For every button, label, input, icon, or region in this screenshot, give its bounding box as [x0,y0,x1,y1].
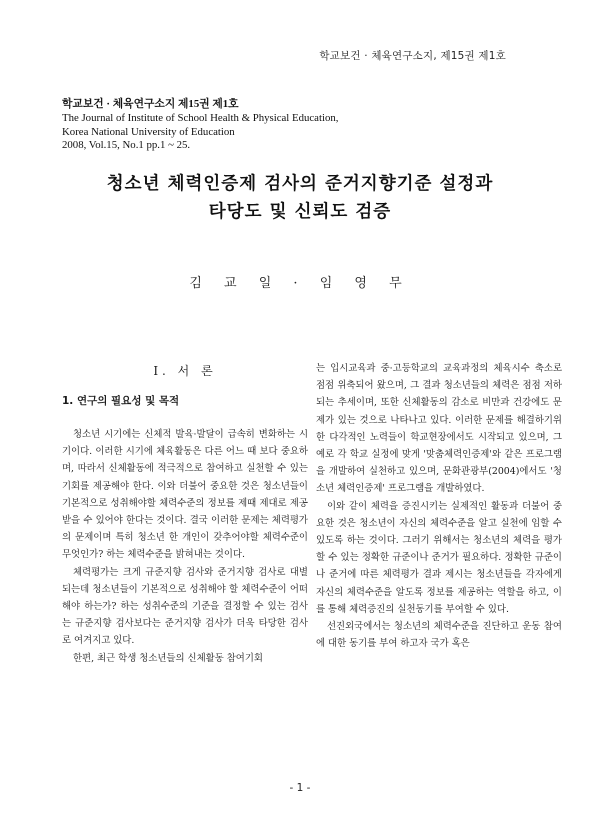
page-number: - 1 - [289,782,311,794]
subsection-title-need-and-purpose: 1. 연구의 필요성 및 목적 [62,395,180,407]
journal-citation [62,98,338,153]
citation-line-university: Korea National University of Education [62,125,235,138]
citation-line-journal-korean: 학교보건 · 체육연구소지 제15권 제1호 [62,98,239,110]
body-paragraph: 체력평가는 크게 규준지향 검사와 준거지향 검사로 대별되는데 청소년들이 기본적으로 성취해야 할 체력수준이 어떠해야 하는가? 하는 성취수준의 기준을 결정할 수 있는 검사는 규준지향 검사보다는 준거지향 검사가 더욱 타당한 검사로 여겨지고 있다. [62,566,308,647]
section-title-introduction: Ⅰ. 서 론 [153,364,217,378]
body-paragraph: 청소년 시기에는 신체적 발육·발달이 급속히 변화하는 시기이다. 이러한 시기에 체육활동은 다른 어느 때 보다 중요하며, 따라서 신체활동에 적극적으로 참여하고 실천할 수 있는 기회를 제공해야 한다. 이와 더불어 중요한 것은 청소년들이 기본적으로 성취해야할 체력수준의 정보를 제때 제대로 제공받을 수 있어야 한다는 것이다. 결국 이러한 문제는 체력평가의 문제이며 특히 청소년 한 개인이 갖추어야할 체력수준이 무엇인가? 하는 체력수준을 밝혀내는 것이다. [62,429,308,561]
body-paragraph: 선진외국에서는 청소년의 체력수준을 진단하고 운동 참여에 대한 동기를 부여 하고자 국가 혹은 [316,621,562,650]
paper-title-line-1: 청소년 체력인증제 검사의 준거지향기준 설정과 [106,174,494,194]
body-paragraph: 는 입시교육과 중·고등학교의 교육과정의 체육시수 축소로 점점 위축되어 왔으며, 그 결과 청소년들의 체력은 점점 저하되는 추세이며, 또한 신체활동의 감소로 비만과 건강에도 문제가 있는 것으로 나타나고 있다. 이러한 문제를 해결하기위한 다각적인 노력들이 학교현장에서도 시작되고 있으며, 그 예로 각 학교 실정에 맞게 '맞춤체력인증제'와 같은 프로그램을 개발하여 실천하고 있으며, 문화관광부(2004)에서도 '청소년 체력인증제' 프로그램을 개발하였다. [316,363,562,495]
body-paragraph: 한편, 최근 학생 청소년들의 신체활동 참여기회 [73,652,263,664]
running-head: 학교보건 · 체육연구소지, 제15권 제1호 [319,50,506,62]
citation-line-journal-english: The Journal of Institute of School Health & Physical Education, [62,111,339,124]
right-column [316,360,562,652]
paper-title-line-2: 타당도 및 신뢰도 검증 [208,202,392,222]
author-list: 김 교 일 · 임 영 무 [189,276,411,291]
left-column [62,360,308,667]
citation-line-volume: 2008, Vol.15, No.1 pp.1 ~ 25. [62,139,191,152]
body-paragraph: 이와 같이 체력을 증진시키는 실제적인 활동과 더불어 중요한 것은 청소년이 자신의 체력수준을 알고 실천에 임할 수 있도록 하는 것이다. 그러기 위해서는 청소년의 체력을 평가할 수 있는 정확한 규준이나 준거가 필요하다. 정확한 규준이나 준거에 따른 체력평가 결과 제시는 청소년들을 각자에게 자신의 체력수준을 알도록 정보를 제공하는 역할을 하고, 이를 통해 체력증진의 실천동기를 부여할 수 있다. [316,500,562,615]
paper-title [0,170,600,226]
